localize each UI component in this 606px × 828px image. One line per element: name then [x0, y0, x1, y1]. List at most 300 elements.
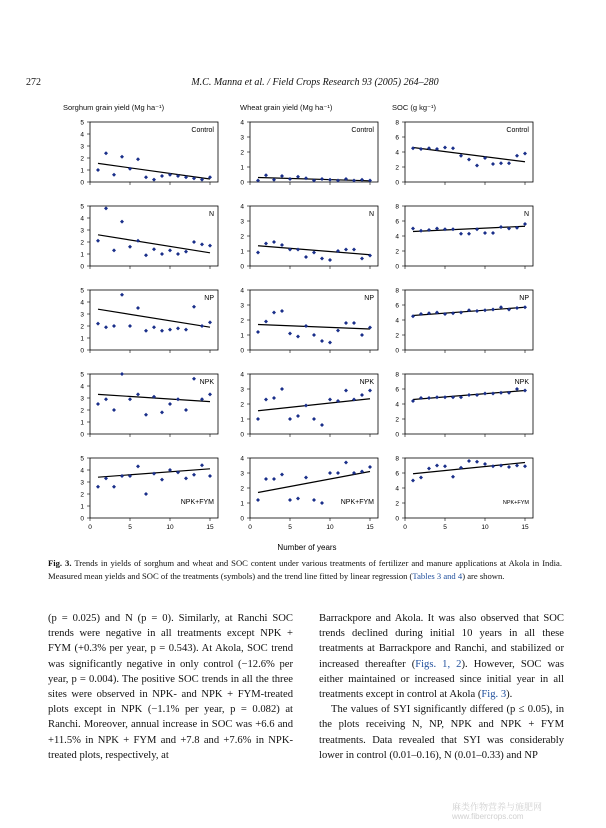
- wheat-npkfym-trend-line: [258, 472, 370, 493]
- body-text: ). However, SOC was either maintained or increased since initial year in all treatments except in control at Akola (: [319, 658, 564, 701]
- sorghum-np-data-point: [200, 324, 204, 328]
- wheat-np-data-point: [352, 321, 356, 325]
- sorghum-control-data-point: [160, 174, 164, 178]
- soc-npk-data-point: [515, 387, 519, 391]
- sorghum-n-data-point: [96, 239, 100, 243]
- sorghum-npkfym-x-tick-label: 15: [206, 524, 214, 531]
- wheat-np-data-point: [272, 311, 276, 315]
- wheat-npk-treatment-label: NPK: [359, 379, 374, 386]
- soc-control-y-tick-label: 4: [395, 149, 399, 157]
- wheat-npk-data-point: [344, 389, 348, 393]
- wheat-n-data-point: [352, 248, 356, 252]
- soc-npkfym-y-tick-label: 0: [395, 515, 399, 523]
- soc-control-data-point: [491, 162, 495, 166]
- wheat-control-treatment-label: Control: [351, 127, 374, 134]
- wheat-control-y-tick-label: 3: [240, 134, 244, 142]
- soc-control-data-point: [411, 146, 415, 150]
- wheat-npk-data-point: [280, 387, 284, 391]
- wheat-npkfym-data-point: [328, 471, 332, 475]
- sorghum-npk-data-point: [136, 392, 140, 396]
- soc-npkfym-data-point: [491, 464, 495, 468]
- soc-n-treatment-label: N: [523, 211, 529, 218]
- wheat-np-data-point: [312, 333, 316, 337]
- sorghum-npkfym-data-point: [120, 474, 124, 478]
- sorghum-n-y-tick-label: 3: [80, 227, 84, 235]
- wheat-control-data-point: [280, 174, 284, 178]
- wheat-np-trend-line: [258, 325, 370, 330]
- soc-n-data-point: [451, 227, 455, 231]
- sorghum-npkfym-plot-frame: [90, 458, 218, 518]
- soc-control-data-point: [443, 146, 447, 150]
- sorghum-npk-data-point: [104, 397, 108, 401]
- sorghum-control-y-tick-label: 2: [80, 155, 84, 163]
- wheat-npkfym-data-point: [304, 476, 308, 480]
- wheat-np-data-point: [328, 341, 332, 345]
- soc-npkfym-x-tick-label: 5: [443, 524, 447, 531]
- sorghum-n-data-point: [168, 248, 172, 252]
- sorghum-npk-data-point: [208, 392, 212, 396]
- soc-control-treatment-label: Control: [506, 127, 529, 134]
- sorghum-npkfym-y-tick-label: 0: [80, 515, 84, 523]
- soc-control-data-point: [419, 147, 423, 151]
- sorghum-npkfym-x-tick-label: 10: [166, 524, 174, 531]
- sorghum-control-y-tick-label: 4: [80, 131, 84, 139]
- wheat-np-data-point: [256, 330, 260, 334]
- wheat-npkfym-x-tick-label: 15: [366, 524, 374, 531]
- sorghum-n-data-point: [200, 242, 204, 246]
- wheat-control-y-tick-label: 2: [240, 149, 244, 157]
- sorghum-np-data-point: [120, 293, 124, 297]
- sorghum-n-data-point: [136, 239, 140, 243]
- body-column-left: [48, 611, 293, 763]
- soc-column-title: SOC (g kg⁻¹): [392, 103, 436, 112]
- soc-npkfym-treatment-label: NPK+FYM: [502, 500, 529, 506]
- soc-npk-data-point: [427, 396, 431, 400]
- wheat-npkfym-y-tick-label: 4: [240, 455, 244, 463]
- soc-control-data-point: [523, 152, 527, 156]
- soc-n-data-point: [483, 231, 487, 235]
- wheat-npk-data-point: [320, 423, 324, 427]
- soc-n-y-tick-label: 2: [395, 248, 399, 256]
- wheat-n-y-tick-label: 2: [240, 233, 244, 241]
- soc-control-y-tick-label: 8: [395, 119, 399, 127]
- wheat-n-data-point: [320, 257, 324, 261]
- soc-npk-y-tick-label: 8: [395, 371, 399, 379]
- wheat-control-data-point: [288, 177, 292, 181]
- soc-npkfym-data-point: [435, 464, 439, 468]
- soc-n-data-point: [459, 232, 463, 236]
- soc-npk-y-tick-label: 2: [395, 416, 399, 424]
- wheat-npkfym-data-point: [320, 501, 324, 505]
- sorghum-n-data-point: [104, 206, 108, 210]
- sorghum-control-data-point: [144, 175, 148, 179]
- soc-npkfym-y-tick-label: 6: [395, 470, 399, 478]
- soc-npkfym-data-point: [507, 465, 511, 469]
- sorghum-n-data-point: [184, 250, 188, 254]
- sorghum-npk-data-point: [96, 402, 100, 406]
- soc-control-data-point: [507, 161, 511, 165]
- caption-text-1: Trends in yields of sorghum and wheat and SOC content under various treatments of fertilizer and manure applications at Akola in India. Measured mean yields and SOC of the treatments (symbols) and the trend line fitted by linear regression (: [48, 558, 562, 581]
- soc-np-data-point: [459, 311, 463, 315]
- soc-npkfym-x-tick-label: 0: [403, 524, 407, 531]
- wheat-n-treatment-label: N: [368, 211, 374, 218]
- sorghum-npkfym-data-point: [112, 485, 116, 489]
- wheat-npk-y-tick-label: 2: [240, 401, 244, 409]
- sorghum-np-data-point: [160, 329, 164, 333]
- sorghum-np-data-point: [128, 324, 132, 328]
- watermark-line-1: 麻类作物营养与施肥网: [452, 802, 543, 812]
- sorghum-n-data-point: [112, 248, 116, 252]
- soc-n-data-point: [411, 227, 415, 231]
- sorghum-npk-data-point: [128, 397, 132, 401]
- wheat-npkfym-x-tick-label: 0: [248, 524, 252, 531]
- sorghum-n-y-tick-label: 4: [80, 215, 84, 223]
- sorghum-npk-y-tick-label: 2: [80, 407, 84, 415]
- sorghum-npk-data-point: [120, 372, 124, 376]
- sorghum-np-y-tick-label: 1: [80, 335, 84, 343]
- soc-npk-data-point: [491, 392, 495, 396]
- wheat-np-y-tick-label: 3: [240, 302, 244, 310]
- soc-control-data-point: [515, 154, 519, 158]
- wheat-npkfym-y-tick-label: 2: [240, 485, 244, 493]
- wheat-npk-data-point: [304, 404, 308, 408]
- sorghum-n-data-point: [120, 220, 124, 224]
- soc-np-data-point: [483, 308, 487, 312]
- wheat-n-data-point: [328, 258, 332, 262]
- wheat-control-data-point: [320, 177, 324, 181]
- soc-npkfym-data-point: [443, 464, 447, 468]
- sorghum-np-y-tick-label: 2: [80, 323, 84, 331]
- wheat-npk-data-point: [368, 389, 372, 393]
- wheat-npk-data-point: [328, 398, 332, 402]
- wheat-np-plot-frame: [250, 290, 378, 350]
- soc-n-data-point: [467, 232, 471, 236]
- figs-link[interactable]: Figs. 1, 2: [415, 658, 462, 670]
- wheat-npkfym-data-point: [256, 498, 260, 502]
- soc-n-y-tick-label: 6: [395, 218, 399, 226]
- sorghum-control-trend-line: [98, 163, 210, 179]
- wheat-np-y-tick-label: 0: [240, 347, 244, 355]
- wheat-npkfym-data-point: [288, 498, 292, 502]
- soc-npk-data-point: [467, 393, 471, 397]
- soc-npkfym-data-point: [515, 464, 519, 468]
- soc-npk-data-point: [523, 389, 527, 393]
- soc-np-y-tick-label: 6: [395, 302, 399, 310]
- soc-np-y-tick-label: 2: [395, 332, 399, 340]
- sorghum-n-y-tick-label: 0: [80, 263, 84, 271]
- sorghum-np-plot-frame: [90, 290, 218, 350]
- wheat-npkfym-data-point: [312, 498, 316, 502]
- wheat-control-y-tick-label: 4: [240, 119, 244, 127]
- soc-np-data-point: [491, 308, 495, 312]
- wheat-npk-data-point: [256, 417, 260, 421]
- sorghum-npk-data-point: [168, 402, 172, 406]
- wheat-n-data-point: [312, 251, 316, 255]
- soc-n-y-tick-label: 0: [395, 263, 399, 271]
- sorghum-npkfym-y-tick-label: 3: [80, 479, 84, 487]
- soc-npk-data-point: [483, 392, 487, 396]
- soc-control-y-tick-label: 0: [395, 179, 399, 187]
- sorghum-np-y-tick-label: 5: [80, 287, 84, 295]
- sorghum-npk-data-point: [112, 408, 116, 412]
- wheat-npk-data-point: [360, 393, 364, 397]
- soc-np-data-point: [475, 309, 479, 313]
- wheat-npkfym-data-point: [272, 477, 276, 481]
- wheat-npkfym-data-point: [344, 461, 348, 465]
- soc-npk-y-tick-label: 6: [395, 386, 399, 394]
- soc-n-data-point: [491, 231, 495, 235]
- wheat-n-y-tick-label: 0: [240, 263, 244, 271]
- sorghum-np-y-tick-label: 4: [80, 299, 84, 307]
- body-text: ).: [506, 689, 513, 701]
- wheat-npkfym-y-tick-label: 1: [240, 500, 244, 508]
- soc-np-y-tick-label: 0: [395, 347, 399, 355]
- caption-label: Fig. 3.: [48, 558, 72, 568]
- soc-npk-treatment-label: NPK: [514, 379, 529, 386]
- sorghum-npkfym-x-tick-label: 0: [88, 524, 92, 531]
- wheat-npk-y-tick-label: 4: [240, 371, 244, 379]
- sorghum-n-data-point: [176, 252, 180, 256]
- soc-np-plot-frame: [405, 290, 533, 350]
- soc-control-y-tick-label: 2: [395, 164, 399, 172]
- sorghum-npkfym-y-tick-label: 1: [80, 503, 84, 511]
- sorghum-npkfym-x-tick-label: 5: [128, 524, 132, 531]
- site-watermark: [452, 802, 542, 822]
- sorghum-npkfym-data-point: [152, 472, 156, 476]
- soc-n-y-tick-label: 8: [395, 203, 399, 211]
- wheat-npkfym-x-tick-label: 10: [326, 524, 334, 531]
- wheat-npk-data-point: [288, 417, 292, 421]
- soc-n-data-point: [499, 225, 503, 229]
- sorghum-npkfym-data-point: [96, 485, 100, 489]
- sorghum-np-data-point: [136, 306, 140, 310]
- sorghum-n-treatment-label: N: [208, 211, 214, 218]
- sorghum-npk-data-point: [184, 408, 188, 412]
- sorghum-npk-y-tick-label: 0: [80, 431, 84, 439]
- body-paragraph: [319, 611, 564, 702]
- soc-npkfym-data-point: [419, 476, 423, 480]
- wheat-np-data-point: [296, 335, 300, 339]
- sorghum-np-y-tick-label: 0: [80, 347, 84, 355]
- sorghum-n-data-point: [192, 240, 196, 244]
- sorghum-control-y-tick-label: 5: [80, 119, 84, 127]
- soc-npk-data-point: [443, 395, 447, 399]
- caption-table-link[interactable]: Tables 3 and 4: [412, 570, 463, 581]
- soc-np-data-point: [515, 306, 519, 310]
- sorghum-np-data-point: [192, 305, 196, 309]
- soc-npkfym-data-point: [523, 464, 527, 468]
- sorghum-np-data-point: [208, 320, 212, 324]
- wheat-n-data-point: [256, 251, 260, 255]
- wheat-npkfym-y-tick-label: 0: [240, 515, 244, 523]
- sorghum-np-data-point: [152, 325, 156, 329]
- wheat-n-data-point: [272, 240, 276, 244]
- running-head: M.C. Manna et al. / Field Crops Research 93 (2005) 264–280: [191, 77, 439, 88]
- wheat-npk-y-tick-label: 1: [240, 416, 244, 424]
- soc-npkfym-y-tick-label: 2: [395, 500, 399, 508]
- soc-npkfym-x-tick-label: 10: [481, 524, 489, 531]
- soc-npkfym-data-point: [483, 462, 487, 466]
- wheat-npkfym-data-point: [280, 473, 284, 477]
- wheat-n-y-tick-label: 1: [240, 248, 244, 256]
- wheat-n-y-tick-label: 4: [240, 203, 244, 211]
- wheat-npk-data-point: [296, 414, 300, 418]
- wheat-control-y-tick-label: 1: [240, 164, 244, 172]
- sorghum-npk-data-point: [160, 410, 164, 414]
- wheat-n-y-tick-label: 3: [240, 218, 244, 226]
- wheat-np-data-point: [360, 333, 364, 337]
- wheat-np-y-tick-label: 4: [240, 287, 244, 295]
- sorghum-np-data-point: [104, 325, 108, 329]
- sorghum-npk-y-tick-label: 1: [80, 419, 84, 427]
- soc-npkfym-plot-frame: [405, 458, 533, 518]
- sorghum-npkfym-y-tick-label: 4: [80, 467, 84, 475]
- sorghum-control-data-point: [112, 173, 116, 177]
- sorghum-np-data-point: [112, 324, 116, 328]
- body-paragraph: The values of SYI significantly differed (p ≤ 0.05), in the plots receiving N, NP, NPK and NPK + FYM treatments. Data revealed that SYI was considerably lower in control (0.01–0.16), N (0.01–0.33) and NP: [319, 704, 564, 761]
- soc-npkfym-x-tick-label: 15: [521, 524, 529, 531]
- sorghum-control-data-point: [120, 155, 124, 159]
- sorghum-control-y-tick-label: 3: [80, 143, 84, 151]
- sorghum-column-title: Sorghum grain yield (Mg ha⁻¹): [63, 103, 165, 112]
- sorghum-np-data-point: [96, 322, 100, 326]
- sorghum-npkfym-data-point: [136, 464, 140, 468]
- soc-npkfym-data-point: [451, 475, 455, 479]
- soc-control-data-point: [467, 158, 471, 162]
- wheat-n-plot-frame: [250, 206, 378, 266]
- caption-text-2: ) are shown.: [462, 570, 505, 581]
- sorghum-control-y-tick-label: 1: [80, 167, 84, 175]
- wheat-np-data-point: [304, 324, 308, 328]
- watermark-line-2: www.fibercrops.com: [452, 812, 524, 821]
- wheat-npkfym-plot-frame: [250, 458, 378, 518]
- sorghum-control-y-tick-label: 0: [80, 179, 84, 187]
- sorghum-control-treatment-label: Control: [191, 127, 214, 134]
- soc-control-y-tick-label: 6: [395, 134, 399, 142]
- sorghum-n-data-point: [128, 245, 132, 249]
- sorghum-npkfym-data-point: [200, 463, 204, 467]
- sorghum-control-data-point: [136, 157, 140, 161]
- sorghum-n-data-point: [160, 252, 164, 256]
- sorghum-np-y-tick-label: 3: [80, 311, 84, 319]
- wheat-control-data-point: [264, 173, 268, 177]
- wheat-npkfym-treatment-label: NPK+FYM: [340, 499, 374, 506]
- x-axis-label: Number of years: [277, 543, 337, 552]
- wheat-column-title: Wheat grain yield (Mg ha⁻¹): [240, 103, 333, 112]
- wheat-npkfym-data-point: [264, 477, 268, 481]
- soc-control-data-point: [475, 164, 479, 168]
- soc-np-y-tick-label: 4: [395, 317, 399, 325]
- wheat-n-data-point: [304, 255, 308, 259]
- wheat-np-data-point: [344, 321, 348, 325]
- sorghum-np-data-point: [144, 329, 148, 333]
- sorghum-control-data-point: [96, 168, 100, 172]
- soc-control-data-point: [451, 146, 455, 150]
- wheat-npk-data-point: [272, 396, 276, 400]
- soc-np-y-tick-label: 8: [395, 287, 399, 295]
- wheat-np-data-point: [288, 332, 292, 336]
- soc-np-data-point: [523, 305, 527, 309]
- sorghum-npk-data-point: [176, 397, 180, 401]
- wheat-np-data-point: [320, 339, 324, 343]
- sorghum-n-y-tick-label: 5: [80, 203, 84, 211]
- sorghum-npk-y-tick-label: 5: [80, 371, 84, 379]
- wheat-npkfym-data-point: [296, 497, 300, 501]
- soc-npkfym-data-point: [427, 467, 431, 471]
- wheat-control-data-point: [328, 178, 332, 182]
- sorghum-npkfym-treatment-label: NPK+FYM: [180, 499, 214, 506]
- soc-np-treatment-label: NP: [519, 295, 529, 302]
- wheat-n-data-point: [344, 248, 348, 252]
- page-number: 272: [26, 77, 41, 88]
- wheat-np-y-tick-label: 2: [240, 317, 244, 325]
- sorghum-npk-data-point: [144, 413, 148, 417]
- sorghum-n-y-tick-label: 1: [80, 251, 84, 259]
- wheat-control-y-tick-label: 0: [240, 179, 244, 187]
- soc-npkfym-data-point: [411, 479, 415, 483]
- soc-npkfym-data-point: [475, 460, 479, 464]
- soc-npk-data-point: [499, 391, 503, 395]
- sorghum-npk-y-tick-label: 3: [80, 395, 84, 403]
- sorghum-n-data-point: [152, 247, 156, 251]
- sorghum-npk-data-point: [192, 377, 196, 381]
- wheat-npkfym-x-tick-label: 5: [288, 524, 292, 531]
- wheat-n-data-point: [360, 257, 364, 261]
- wheat-npk-data-point: [264, 398, 268, 402]
- sorghum-np-data-point: [176, 326, 180, 330]
- body-column-right: [319, 611, 564, 763]
- sorghum-npkfym-y-tick-label: 2: [80, 491, 84, 499]
- fig-link[interactable]: Fig. 3: [481, 689, 507, 701]
- soc-npk-data-point: [475, 393, 479, 397]
- sorghum-npkfym-data-point: [208, 474, 212, 478]
- sorghum-npk-y-tick-label: 4: [80, 383, 84, 391]
- sorghum-control-data-point: [104, 151, 108, 155]
- body-text: Barrackpore and Akola. It was also observed that SOC trends declined during initial 10 years in all these treatments at Barrackpore and Ranchi, and stabilized or increased thereafter (: [319, 613, 564, 670]
- soc-n-data-point: [523, 222, 527, 226]
- sorghum-n-data-point: [144, 253, 148, 257]
- soc-control-data-point: [499, 161, 503, 165]
- wheat-n-data-point: [280, 243, 284, 247]
- soc-npkfym-y-tick-label: 8: [395, 455, 399, 463]
- sorghum-npk-treatment-label: NPK: [199, 379, 214, 386]
- figure-caption: [48, 557, 562, 582]
- sorghum-np-trend-line: [98, 309, 210, 327]
- soc-n-data-point: [419, 229, 423, 233]
- sorghum-npkfym-data-point: [160, 478, 164, 482]
- sorghum-n-y-tick-label: 2: [80, 239, 84, 247]
- sorghum-control-data-point: [152, 178, 156, 182]
- wheat-np-data-point: [264, 320, 268, 324]
- wheat-n-data-point: [296, 248, 300, 252]
- soc-n-plot-frame: [405, 206, 533, 266]
- soc-npkfym-data-point: [499, 464, 503, 468]
- sorghum-np-data-point: [168, 328, 172, 332]
- body-paragraph: (p = 0.025) and N (p = 0). Similarly, at Ranchi SOC trends were negative in all treatments except NPK + FYM (+0.3% per year, p = 0.543). At Akola, SOC trend was significantly negative in only control (−12.6% per year, p = 0.004). The positive SOC trends in all the three sites were observed in NPK- and NPK + FYM-treated plots except in NPK (−1.1% per year, p = 0.082) at Ranchi. Moreover, annual increase in SOC was +6.6 and +11.5% in NPK + FYM and +7.8 and +7.6% in NPK-treated plots, respectively, at: [48, 613, 293, 761]
- sorghum-npkfym-y-tick-label: 5: [80, 455, 84, 463]
- soc-n-y-tick-label: 4: [395, 233, 399, 241]
- wheat-npkfym-y-tick-label: 3: [240, 470, 244, 478]
- wheat-control-data-point: [304, 176, 308, 180]
- soc-npkfym-data-point: [467, 459, 471, 463]
- wheat-n-data-point: [264, 242, 268, 246]
- wheat-np-y-tick-label: 1: [240, 332, 244, 340]
- sorghum-np-data-point: [184, 328, 188, 332]
- wheat-np-data-point: [280, 309, 284, 313]
- wheat-np-data-point: [336, 329, 340, 333]
- soc-npkfym-y-tick-label: 4: [395, 485, 399, 493]
- sorghum-npkfym-data-point: [184, 476, 188, 480]
